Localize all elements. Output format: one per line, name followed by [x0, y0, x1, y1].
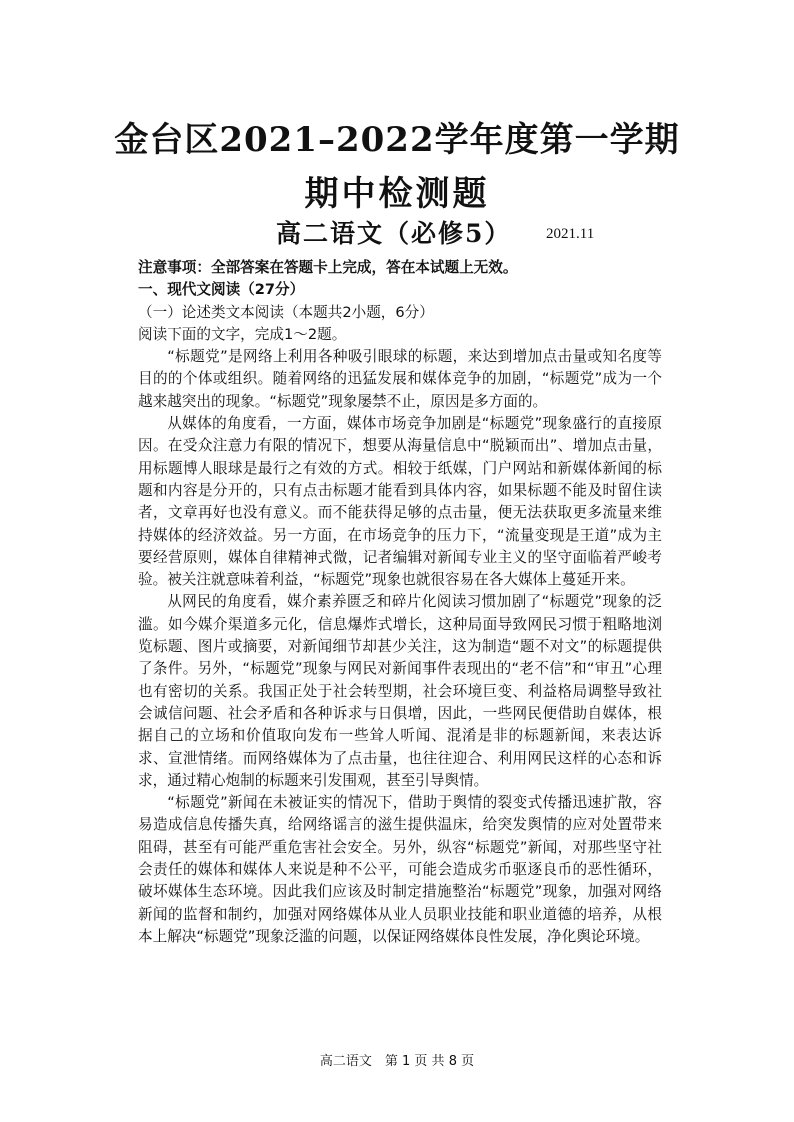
exam-body	[138, 257, 662, 948]
notice: 注意事项：全部答案在答题卡上完成，答在本试题上无效。	[138, 259, 518, 276]
page-footer: 高二语文 第 1 页 共 8 页	[319, 1054, 475, 1069]
exam-title: 金台区2021–2022学年度第一学期	[114, 120, 680, 160]
exam-title-second-line: 期中检测题	[304, 174, 490, 214]
passage-paragraph-4: “标题党”新闻在未被证实的情况下，借助于舆情的裂变式传播迅速扩散，容易造成信息传播失真，给网络谣言的滋生提供温床，给突发舆情的应对处置带来阻碍，甚至有可能严重危害社会安全。另外，纵容“标题党”新闻，对那些坚守社会责任的媒体和媒体人来说是种不公平，可能会造成劣币驱逐良币的恶性循环，破坏媒体生态环境。因此我们应该及时制定措施整治“标题党”现象，加强对网络新闻的监督和制约，加强对网络媒体从业人员职业技能和职业道德的培养，从根本上解决“标题党”现象泛滥的问题，以保证网络媒体良性发展，净化舆论环境。	[138, 794, 662, 945]
subject-line	[0, 214, 794, 254]
reading-instruction: 阅读下面的文字，完成1～2题。	[138, 325, 347, 343]
subject-label: 高二语文（必修5）	[276, 219, 512, 248]
subsection-heading: （一）论述类文本阅读（本题共2小题，6分）	[138, 303, 434, 321]
passage-paragraph-1: “标题党”是网络上利用各种吸引眼球的标题，来达到增加点击量或知名度等目的的个体或组织。随着网络的迅猛发展和媒体竞争的加剧，“标题党”成为一个越来越突出的现象。“标题党”现象屡禁不止，原因是多方面的。	[138, 348, 662, 410]
passage-paragraph-2: 从媒体的角度看，一方面，媒体市场竞争加剧是“标题党”现象盛行的直接原因。在受众注意力有限的情况下，想要从海量信息中“脱颖而出”、增加点击量，用标题博人眼球是最行之有效的方式。相较于纸媒，门户网站和新媒体新闻的标题和内容是分开的，只有点击标题才能看到具体内容，如果标题不能及时留住读者，文章再好也没有意义。而不能获得足够的点击量，便无法获取更多流量来维持媒体的经济效益。另一方面，在市场竞争的压力下，“流量变现是王道”成为主要经营原则，媒体自律精神式微，记者编辑对新闻专业主义的坚守面临着严峻考验。被关注就意味着利益，“标题党”现象也就很容易在各大媒体上蔓延开来。	[138, 415, 662, 589]
passage-paragraph-3: 从网民的角度看，媒介素养匮乏和碎片化阅读习惯加剧了“标题党”现象的泛滥。如今媒介渠道多元化，信息爆炸式增长，这种局面导致网民习惯于粗略地浏览标题、图片或摘要，对新闻细节却甚少关注，这为制造“题不对文”的标题提供了条件。另外，“标题党”现象与网民对新闻事件表现出的“老不信”和“审丑”心理也有密切的关系。我国正处于社会转型期，社会环境巨变、利益格局调整导致社会诚信问题、社会矛盾和各种诉求与日俱增，因此，一些网民便借助自媒体，根据自己的立场和价值取向发布一些耸人听闻、混淆是非的标题新闻，来表达诉求、宣泄情绪。而网络媒体为了点击量，也往往迎合、利用网民这样的心态和诉求，通过精心炮制的标题来引发围观，甚至引导舆情。	[138, 593, 662, 789]
exam-date: 2021.11	[546, 226, 595, 242]
section-heading: 一、现代文阅读（27分）	[138, 281, 305, 299]
